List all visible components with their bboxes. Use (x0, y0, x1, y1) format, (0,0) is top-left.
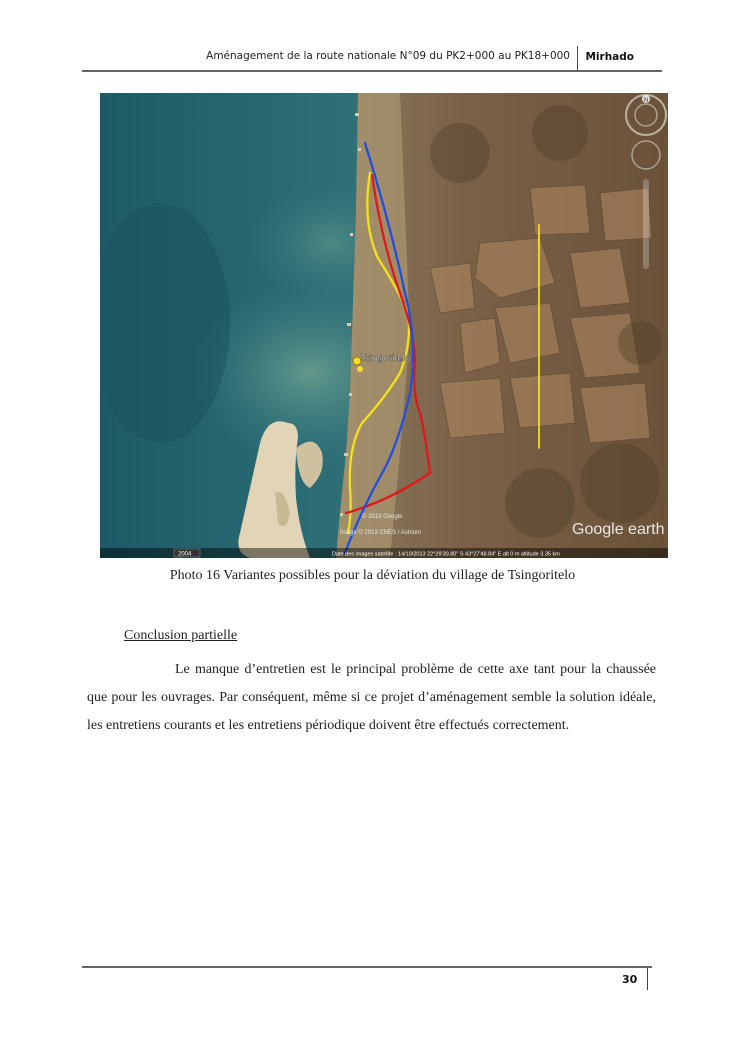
page-number: 30 (622, 973, 638, 986)
copyright-text: © 2013 Google (362, 514, 403, 520)
year-badge-text: 2004 (178, 551, 192, 558)
imagery-credit: Image © 2013 CNES / Astrium (340, 530, 422, 536)
satellite-photo (100, 93, 668, 558)
photo-caption: Photo 16 Variantes possibles pour la déviation du village de Tsingoritelo (169, 568, 576, 583)
footer-separator (647, 968, 648, 990)
document-title: Aménagement de la route nationale N°09 du PK2+000 au PK18+000 (206, 50, 570, 62)
paragraph-text: Le manque d’entretien est le principal problème de cette axe tant pour la chaussée que pour les ouvrages. Par conséquent, même si ce projet d’aménagement semble la solution idéale, les entretiens courants et les entretiens périodique doivent être effectués correctement. (87, 662, 656, 733)
section-heading: Conclusion partielle (124, 628, 238, 643)
conclusion-paragraph (87, 656, 656, 740)
header-rule (82, 70, 662, 72)
footer-rule (82, 966, 652, 968)
status-bar-text: Date des images satellite : 14/10/2013 22°29'30.80" S 43°27'48.84" E alt 0 m altitude 3.35 km (332, 551, 560, 558)
place-label: Tsingoritelo (360, 353, 411, 364)
header-separator (577, 46, 578, 70)
compass-letter: N (643, 98, 649, 104)
land-area (336, 93, 668, 558)
header-brand: Mirhado (585, 51, 634, 63)
google-earth-watermark: Google earth (572, 521, 665, 538)
running-header (82, 46, 662, 70)
status-bar (100, 548, 668, 558)
